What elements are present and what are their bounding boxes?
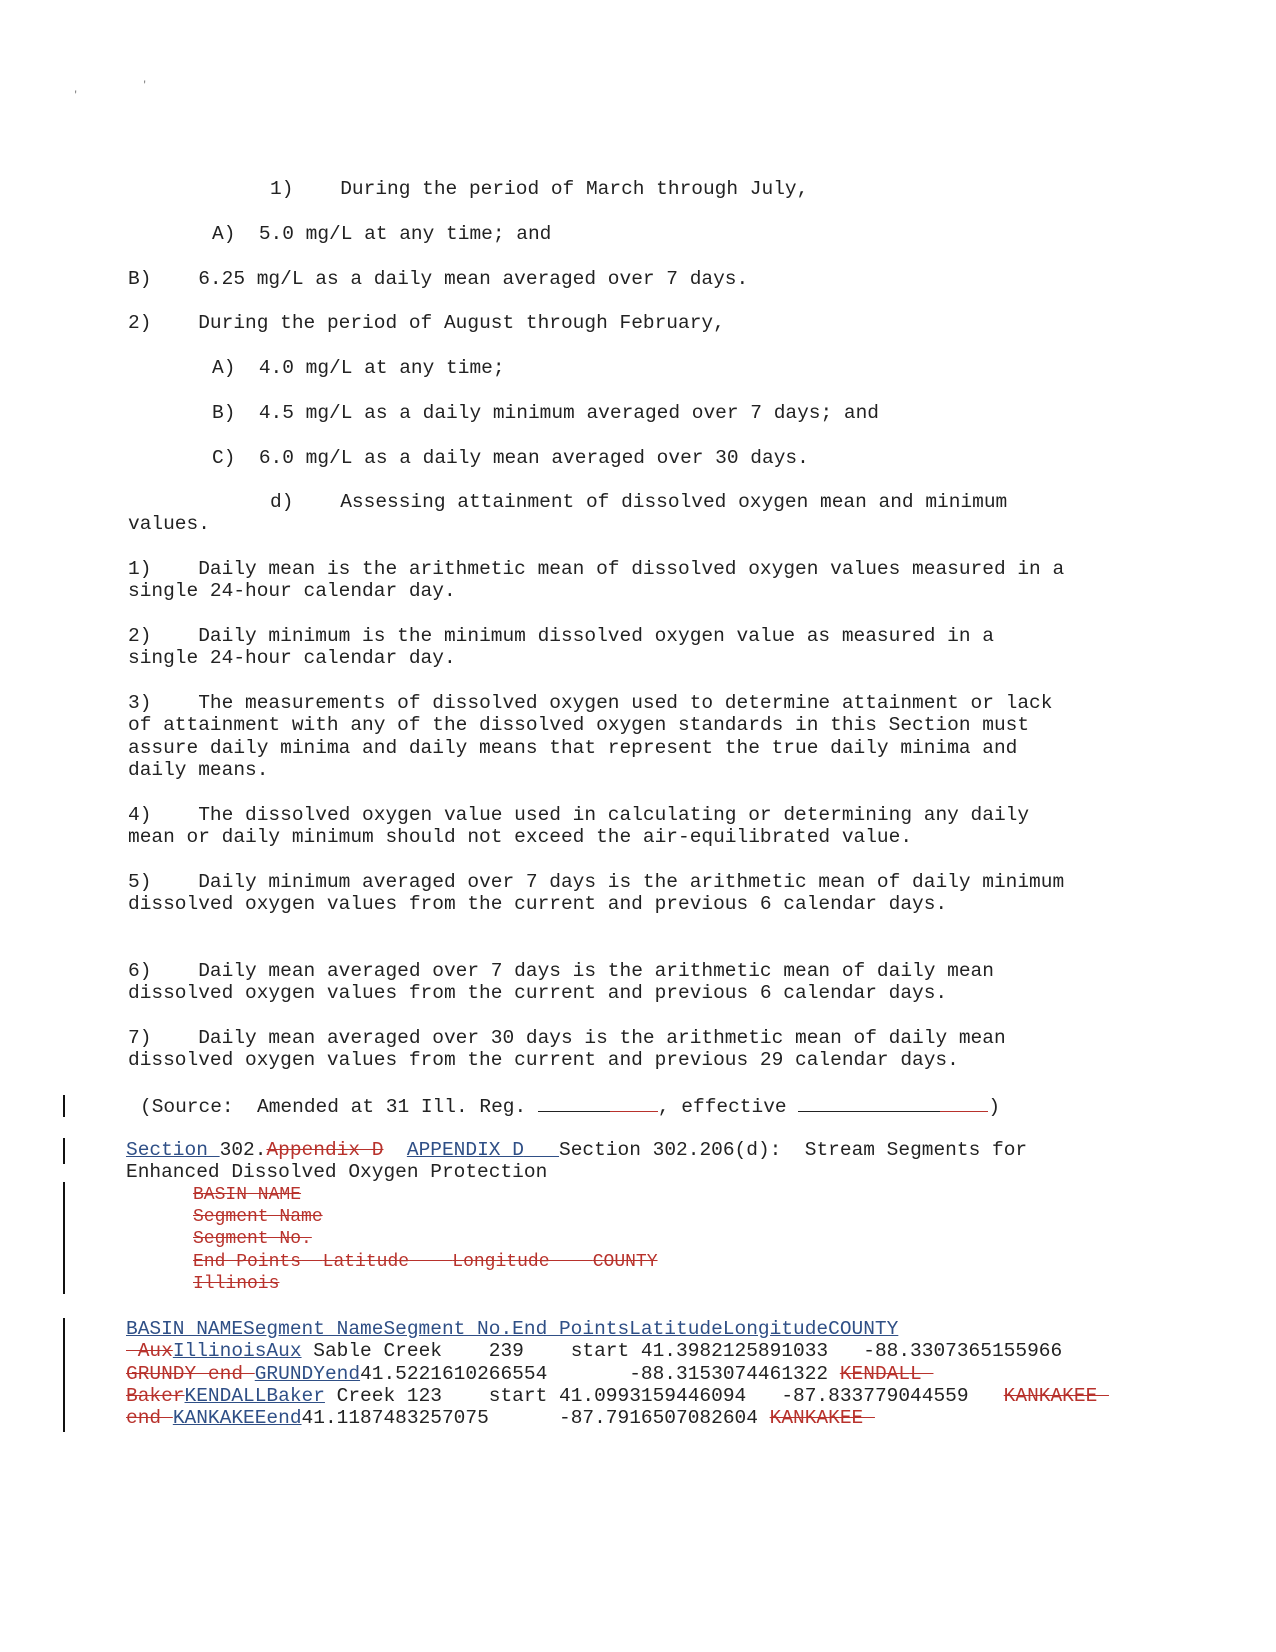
definition-2-cont: single 24-hour calendar day. (128, 647, 456, 669)
inserted-text: APPENDIX D (406, 1139, 524, 1161)
item-2b (212, 402, 879, 425)
effective-blank (798, 1094, 988, 1112)
row-text: 41.5221610266554 -88.3153074461322 (360, 1363, 840, 1385)
item-text: 4.0 mg/L at any time; (258, 357, 505, 379)
section-title: Section 302.206(d): Stream Segments for (559, 1139, 1028, 1161)
definition-6-cont: dissolved oxygen values from the current and previous 6 calendar days. (128, 982, 948, 1004)
item-number: d) (270, 491, 294, 513)
item-number: 5) (128, 871, 152, 893)
table-row (126, 1385, 1109, 1408)
inserted-text: KANKAKEEend (172, 1407, 302, 1429)
item-number: C) (212, 447, 236, 469)
item-number: B) (128, 268, 152, 290)
source-note (140, 1094, 1000, 1119)
table-row (126, 1340, 1062, 1363)
inserted-text: IllinoisAux (172, 1340, 302, 1362)
deleted-header: BASIN NAME (193, 1185, 302, 1205)
change-bar (63, 1318, 65, 1432)
definition-5 (128, 871, 1064, 894)
row-text: Sable Creek 239 start 41.3982125891033 -88.3307365155966 (301, 1340, 1063, 1362)
item-text: Daily minimum is the minimum dissolved oxygen value as measured in a (198, 625, 994, 647)
table-row (126, 1407, 875, 1430)
deleted-basin: Illinois (193, 1274, 280, 1294)
definition-7-cont: dissolved oxygen values from the current and previous 29 calendar days. (128, 1049, 959, 1071)
inserted-text: KENDALLBaker (184, 1385, 325, 1407)
source-text: Amended at 31 Ill. Reg. (257, 1096, 527, 1118)
deleted-header: Segment Name (193, 1207, 323, 1227)
subsection-d (270, 491, 1007, 514)
deleted-text: KANKAKEE (1003, 1385, 1109, 1407)
definition-3-cont: of attainment with any of the dissolved oxygen standards in this Section must (128, 714, 1030, 736)
scan-speck: ' (73, 90, 79, 100)
section-heading (126, 1139, 1027, 1162)
row-text: 41.1187483257075 -87.7916507082604 (301, 1407, 770, 1429)
item-number: A) (212, 223, 236, 245)
item-number: 1) (128, 558, 152, 580)
deleted-text: KENDALL (839, 1363, 934, 1385)
definition-1 (128, 558, 1064, 581)
item-number: 2) (128, 312, 152, 334)
item-number: B) (212, 402, 236, 424)
definition-3 (128, 692, 1052, 715)
deleted-text: Appendix D (266, 1139, 384, 1161)
definition-1-cont: single 24-hour calendar day. (128, 580, 456, 602)
definition-3-cont: assure daily minima and daily means that represent the true daily minima and (128, 737, 1018, 759)
item-2 (128, 312, 725, 335)
inserted-text: GRUNDYend (254, 1363, 361, 1385)
definition-7 (128, 1027, 1006, 1050)
item-text: 4.5 mg/L as a daily minimum averaged over 7 days; and (258, 402, 880, 424)
item-text: The measurements of dissolved oxygen used to determine attainment or lack (198, 692, 1053, 714)
item-text: Daily mean averaged over 30 days is the arithmetic mean of daily mean (198, 1027, 1006, 1049)
item-number: 2) (128, 625, 152, 647)
section-title-cont: Enhanced Dissolved Oxygen Protection (126, 1161, 548, 1183)
item-text: The dissolved oxygen value used in calculating or determining any daily (198, 804, 1030, 826)
source-effective: , effective (657, 1096, 787, 1118)
item-text: Assessing attainment of dissolved oxygen mean and minimum (340, 491, 1008, 513)
deleted-columns (193, 1251, 658, 1274)
table-header: BASIN NAMESegment NameSegment No.End PointsLatitudeLongitudeCOUNTY (126, 1318, 899, 1340)
change-bar (63, 1138, 65, 1164)
subsection-d-cont: values. (128, 513, 210, 535)
source-label: (Source: (140, 1096, 234, 1118)
deleted-col: Longitude (452, 1252, 550, 1272)
item-text: Daily minimum averaged over 7 days is the arithmetic mean of daily minimum (198, 871, 1065, 893)
item-text: 5.0 mg/L at any time; and (258, 223, 552, 245)
deleted-text: KANKAKEE (769, 1407, 875, 1429)
deleted-col: End Points (193, 1252, 302, 1272)
deleted-text: Aux (126, 1340, 173, 1362)
item-number: 1) (270, 178, 294, 200)
item-2c (212, 447, 809, 470)
definition-5-cont: dissolved oxygen values from the current and previous 6 calendar days. (128, 893, 948, 915)
item-text: 6.25 mg/L as a daily mean averaged over 7 days. (198, 268, 749, 290)
item-1 (270, 178, 808, 201)
item-text: Daily mean is the arithmetic mean of dissolved oxygen values measured in a (198, 558, 1065, 580)
item-1b (128, 268, 748, 291)
item-text: 6.0 mg/L as a daily mean averaged over 30 days. (258, 447, 809, 469)
inserted-text: Section (126, 1139, 220, 1161)
item-text: During the period of August through February, (198, 312, 725, 334)
deleted-col: COUNTY (592, 1252, 658, 1272)
item-number: 3) (128, 692, 152, 714)
change-bar (63, 1182, 65, 1294)
deleted-col: Latitude (322, 1252, 410, 1272)
source-close: ) (988, 1096, 1001, 1118)
item-number: 4) (128, 804, 152, 826)
scan-speck: ' (142, 80, 148, 90)
item-1a (212, 223, 551, 246)
section-number: 302. (219, 1139, 267, 1161)
item-2a (212, 357, 505, 380)
definition-4-cont: mean or daily minimum should not exceed the air-equilibrated value. (128, 826, 913, 848)
table-row (126, 1363, 933, 1386)
item-text: During the period of March through July, (340, 178, 809, 200)
deleted-text: Baker (126, 1385, 185, 1407)
item-number: 6) (128, 960, 152, 982)
item-number: 7) (128, 1027, 152, 1049)
definition-6 (128, 960, 994, 983)
item-number: A) (212, 357, 236, 379)
deleted-text: end (126, 1407, 173, 1429)
definition-3-cont: daily means. (128, 759, 269, 781)
deleted-text: GRUNDY end (126, 1363, 255, 1385)
definition-2 (128, 625, 994, 648)
reg-blank (538, 1094, 658, 1112)
row-text: Creek 123 start 41.0993159446094 -87.833779044559 (324, 1385, 1004, 1407)
item-text: Daily mean averaged over 7 days is the arithmetic mean of daily mean (198, 960, 994, 982)
change-bar (63, 1095, 65, 1117)
definition-4 (128, 804, 1029, 827)
deleted-header: Segment No. (193, 1229, 312, 1249)
